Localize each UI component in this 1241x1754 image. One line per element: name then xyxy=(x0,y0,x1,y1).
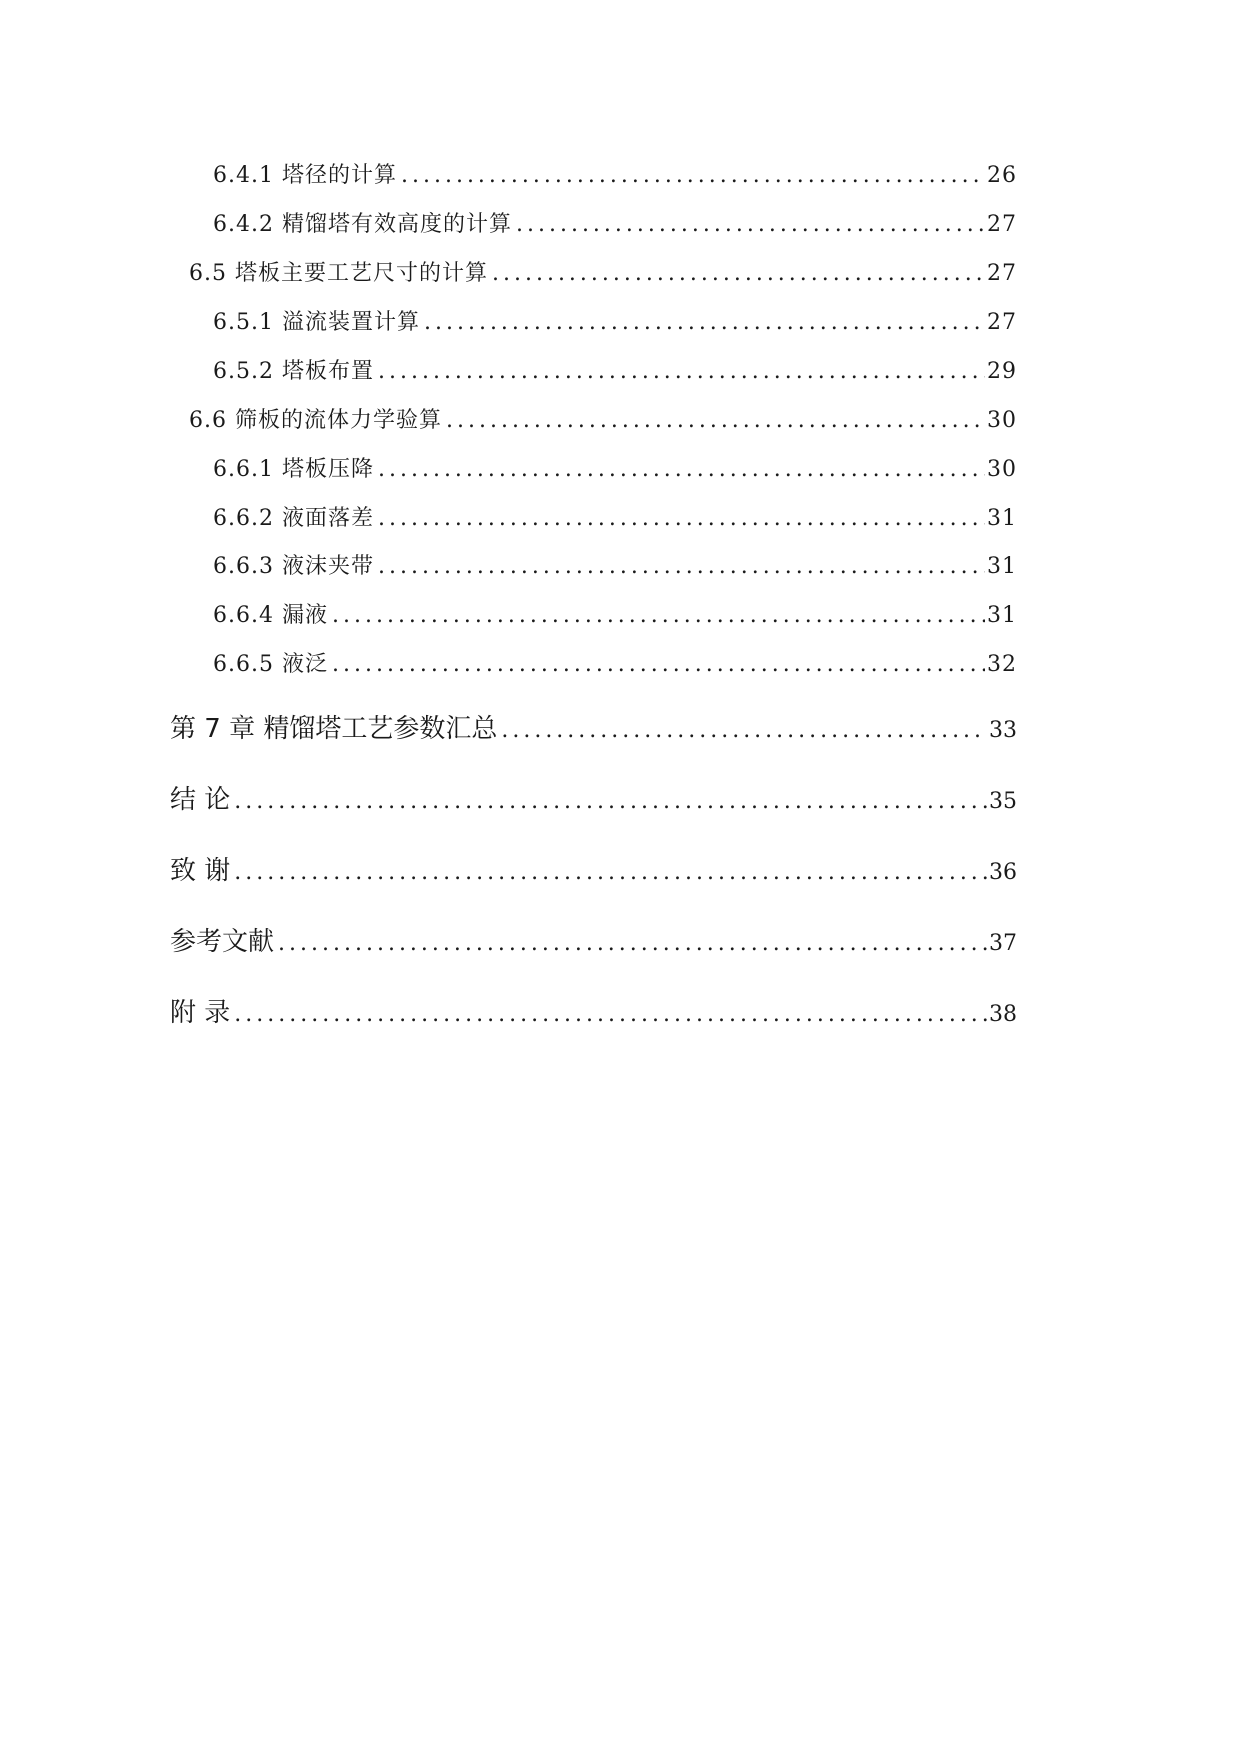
toc-entry-page: 37 xyxy=(989,931,1017,956)
toc-entry-conclusion[interactable] xyxy=(170,779,1017,816)
toc-entry-chapter-7[interactable] xyxy=(170,708,1017,745)
toc-entry-label: 6.4.2 精馏塔有效高度的计算 xyxy=(213,212,512,237)
toc-entry-page: 38 xyxy=(989,1002,1017,1027)
toc-entry-page: 33 xyxy=(989,718,1017,743)
toc-entry-6-4-1[interactable] xyxy=(213,158,1017,189)
toc-entry-label: 6.5.1 溢流装置计算 xyxy=(213,310,420,335)
toc-entry-page: 26 xyxy=(987,163,1017,188)
toc-entry-label: 结 论 xyxy=(170,785,231,815)
toc-entry-6-6-1[interactable] xyxy=(213,452,1017,483)
toc-entry-page: 29 xyxy=(987,359,1017,384)
toc-entry-label: 6.6.3 液沫夹带 xyxy=(213,554,374,579)
toc-entry-6-5-2[interactable] xyxy=(213,354,1017,385)
toc-entry-label: 6.4.1 塔径的计算 xyxy=(213,163,397,188)
toc-entry-label: 6.5 塔板主要工艺尺寸的计算 xyxy=(189,261,488,286)
dot-leader xyxy=(424,310,985,335)
toc-entry-6-5[interactable] xyxy=(189,256,1017,287)
dot-leader xyxy=(492,261,985,286)
toc-entry-6-6-5[interactable] xyxy=(213,647,1017,678)
toc-entry-page: 30 xyxy=(987,408,1017,433)
toc-entry-label: 6.6 筛板的流体力学验算 xyxy=(189,408,442,433)
toc-entry-page: 31 xyxy=(987,506,1017,531)
toc-entry-6-6[interactable] xyxy=(189,403,1017,434)
toc-entry-page: 31 xyxy=(987,603,1017,628)
dot-leader xyxy=(516,212,985,237)
toc-entry-page: 27 xyxy=(987,212,1017,237)
toc-entry-page: 27 xyxy=(987,261,1017,286)
toc-entry-page: 27 xyxy=(987,310,1017,335)
toc-entry-label: 致 谢 xyxy=(170,856,231,886)
dot-leader xyxy=(332,603,985,628)
toc-entry-label: 第 7 章 精馏塔工艺参数汇总 xyxy=(170,714,498,744)
toc-entry-label: 6.5.2 塔板布置 xyxy=(213,359,374,384)
toc-entry-references[interactable] xyxy=(170,921,1017,958)
dot-leader xyxy=(378,457,985,482)
toc-entry-page: 35 xyxy=(989,789,1017,814)
toc-entry-appendix[interactable] xyxy=(170,992,1017,1029)
toc-entry-6-4-2[interactable] xyxy=(213,207,1017,238)
dot-leader xyxy=(501,718,987,743)
toc-entry-page: 30 xyxy=(987,457,1017,482)
toc-entry-6-5-1[interactable] xyxy=(213,305,1017,336)
dot-leader xyxy=(234,1002,987,1027)
toc-entry-label: 6.6.2 液面落差 xyxy=(213,506,374,531)
dot-leader xyxy=(234,789,987,814)
toc-entry-6-6-3[interactable] xyxy=(213,549,1017,580)
dot-leader xyxy=(378,554,985,579)
dot-leader xyxy=(378,506,985,531)
toc-entry-page: 32 xyxy=(987,652,1017,677)
toc-entry-acknowledgements[interactable] xyxy=(170,850,1017,887)
toc-entry-6-6-4[interactable] xyxy=(213,598,1017,629)
toc-entry-page: 36 xyxy=(989,860,1017,885)
toc-entry-6-6-2[interactable] xyxy=(213,501,1017,532)
dot-leader xyxy=(332,652,985,677)
dot-leader xyxy=(278,931,987,956)
dot-leader xyxy=(234,860,987,885)
toc-entry-label: 参考文献 xyxy=(170,927,275,957)
toc-entry-label: 6.6.1 塔板压降 xyxy=(213,457,374,482)
toc-entry-label: 6.6.4 漏液 xyxy=(213,603,328,628)
dot-leader xyxy=(401,163,985,188)
toc-entry-page: 31 xyxy=(987,554,1017,579)
dot-leader xyxy=(446,408,985,433)
dot-leader xyxy=(378,359,985,384)
toc-entry-label: 附 录 xyxy=(170,998,231,1028)
toc-entry-label: 6.6.5 液泛 xyxy=(213,652,328,677)
